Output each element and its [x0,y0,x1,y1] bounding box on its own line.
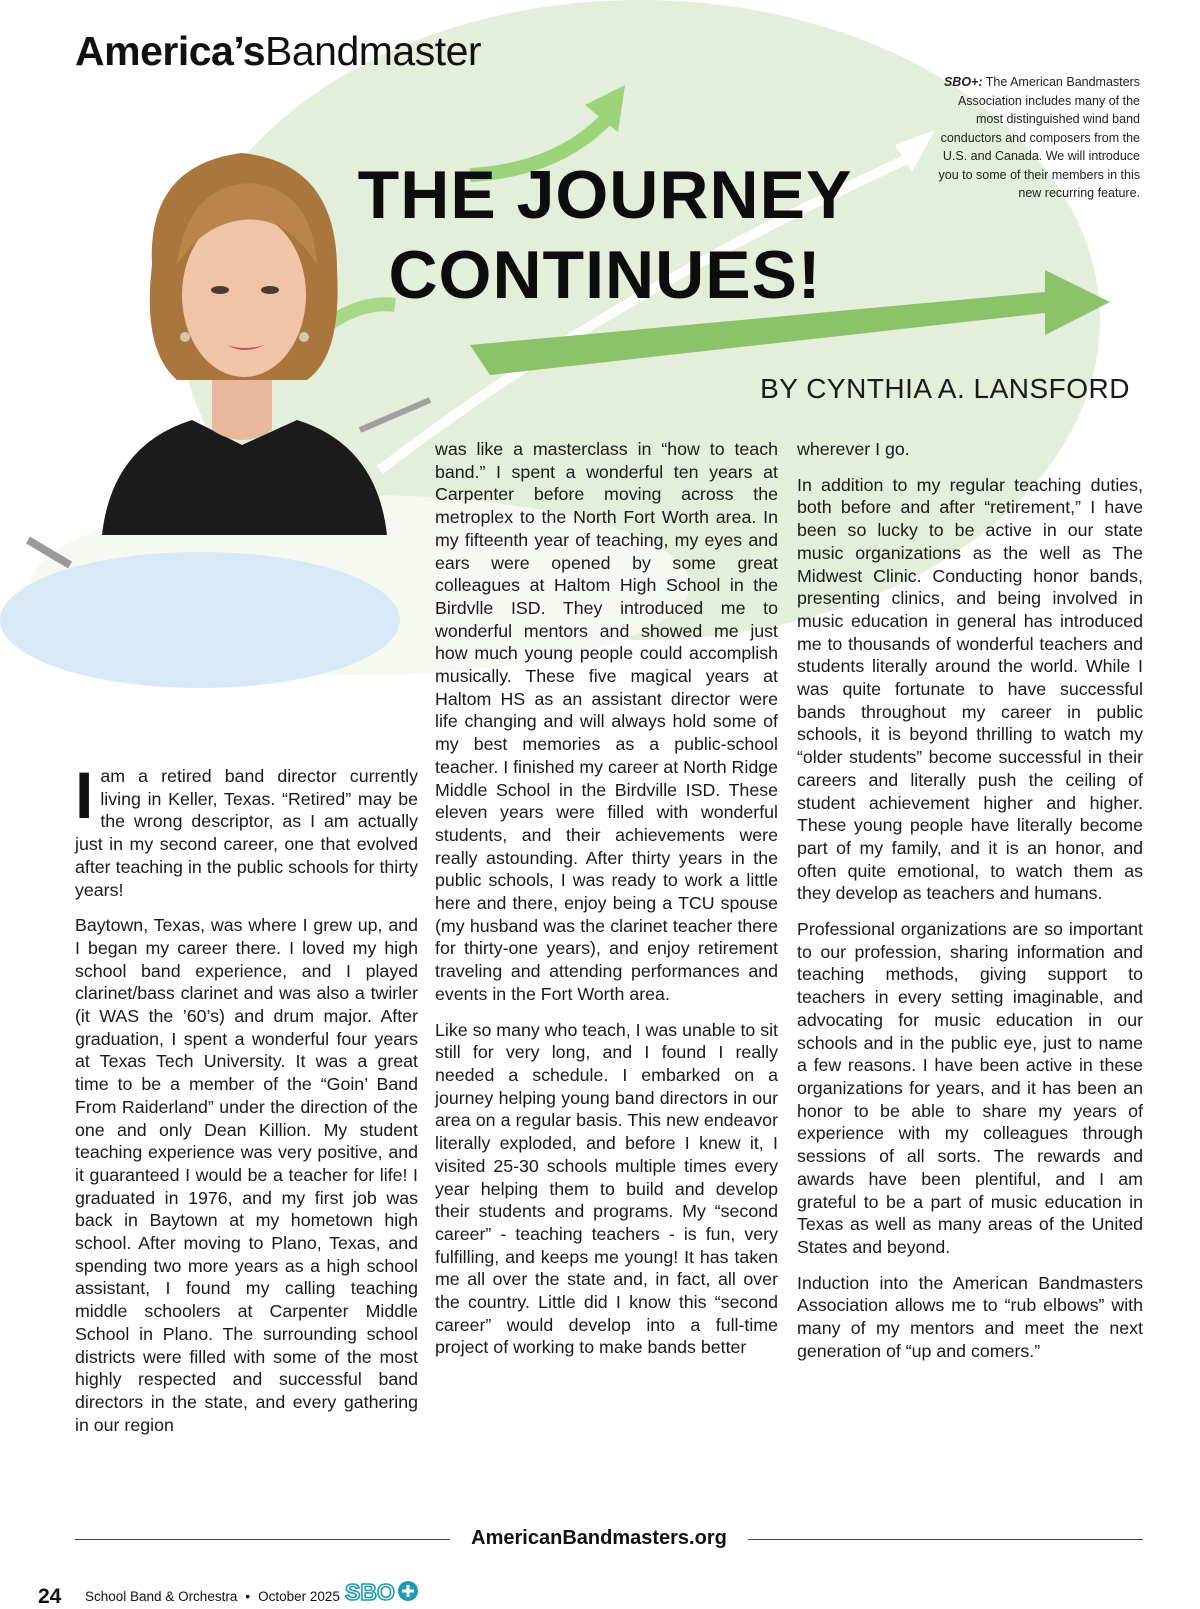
headline [290,155,920,315]
paragraph: Professional organizations are so important to our profession, sharing information and teaching methods, giving support to teachers in every setting imaginable, and advocating for music education in our schools and in the public eye, just to name a few reasons. I have been active in these organizations for years, and it has been an honor to be able to share my years of experience with my colleagues through sessions of all sorts. The rewards and awards have been plentiful, and I am grateful to be a part of music education in Texas as well as many areas of the United States and beyond. [797,919,1143,1257]
portrait-earring-left [180,332,190,342]
sbo-plus-logo [345,1578,420,1604]
background-ellipse-blue [0,552,400,688]
issue-date: October 2025 [258,1589,340,1604]
paragraph: wherever I go. [797,439,910,459]
page-number: 24 [38,1585,62,1608]
sbo-logo-plus-v [407,1585,410,1597]
article-column-1 [75,758,418,1449]
publication-info [85,1589,340,1604]
portrait-eye-left [211,286,229,294]
footer-rule-right [748,1539,1143,1540]
paragraph: Induction into the American Bandmasters Association allows me to “rub elbows” with many of my mentors and meet the next generation of “up and comers.” [797,1272,1143,1361]
series-title [75,28,481,75]
paragraph-text: am a retired band director currently living in Keller, Texas. “Retired” may be the wrong descriptor, as I am actually just in my second career, one that evolved after teaching in the public schools for thirty years! [75,766,418,900]
byline: BY CYNTHIA A. LANSFORD [760,373,1130,404]
footer-rule-left [75,1539,450,1540]
separator-dot: • [245,1589,251,1604]
paragraph: Like so many who teach, I was unable to sit still for very long, and I found I really needed a schedule. I embarked on a journey helping young band directors in our area on a regular basis. This new endeavor literally exploded, and before I knew it, I visited 25-30 schools multiple times every year helping them to build and develop their students and programs. My “second career” - teaching teachers - is fun, very fulfilling, and keeps me young! It has taken me all over the state and, in fact, all over the country. Little did I know this “second career” would develop into a full-time project of working to make bands better [435,1019,778,1358]
sbo-logo-text: SBO [345,1579,395,1604]
series-title-light: Bandmaster [265,28,482,74]
paragraph: Baytown, Texas, was where I grew up, and I began my career there. I loved my high school band experience, and I played clarinet/bass clarinet and was also a twirler (it WAS the ’60’s) and drum major. After graduation, I spent a wonderful four years at Texas Tech University. It was a great time to be a member of the “Goin’ Band From Raiderland” under the direction of the one and only Dean Killion. My student teaching experience was very positive, and it guaranteed I would be a teacher for life! I graduated in 1976, and my first job was back in Baytown at my hometown high school. After moving to Plano, Texas, and spending two more years as a high school assistant, I found my calling teaching middle schoolers at Carpenter Middle School in Plano. The surrounding school districts were filled with some of the most highly respected and successful band directors in the state, and every gathering in our region [75,915,418,1435]
paragraph: In addition to my regular teaching duties, both before and after “retirement,” I have been so lucky to be active in our state music organizations as the well as The Midwest Clinic. Conducting honor bands, presenting clinics, and being involved in music education in general has introduced me to thousands of wonderful teachers and students literally around the world. While I was quite fortunate to have successful bands throughout my career in public schools, it is beyond thrilling to watch my “older students” become successful in their careers and literally push the ceiling of student achievement higher and higher. These young people have literally become part of my family, and it is an honor, and often quite emotional, to watch them as they develop as teachers and humans. [797,474,1143,904]
drop-cap: I [75,758,94,832]
article-column-3 [797,438,1143,1375]
paragraph [75,758,418,901]
portrait-earring-right [299,332,309,342]
article-column-2 [435,438,778,1372]
portrait-eye-right [261,286,279,294]
sidebar-note-lead: SBO+: [943,75,983,89]
headline-line-2: CONTINUES! [388,237,822,313]
footer-website-link[interactable]: AmericanBandmasters.org [471,1527,727,1549]
paragraph: was like a masterclass in “how to teach band.” I spent a wonderful ten years at Carpenter before moving across the metroplex to the North Fort Worth area. In my fifteenth year of teaching, my eyes and ears were opened by some great colleagues at Haltom High School in the Birdvlle ISD. They introduced me to wonderful mentors and showed me just how much young people could accomplish musically. These five magical years at Haltom HS as an assistant director were life changing and will always hold some of my best memories as a public-school teacher. I finished my career at North Ridge Middle School in the Birdville ISD. These eleven years were filled with wonderful students, and their achievements were really astounding. After thirty years in the public schools, I was ready to work a little here and there, enjoy being a TCU spouse (my husband was the clarinet teacher there for thirty-one years), and enjoy retirement traveling and attending performances and events in the Fort Worth area. [435,439,778,1004]
sidebar-note-text: The American Bandmasters Association includes many of the most distinguished wind band conductors and composers from the U.S. and Canada. We will introduce you to some of their members in this new recurring feature. [938,75,1140,200]
headline-line-1: THE JOURNEY [357,157,853,233]
sidebar-note [935,73,1140,203]
publication-name: School Band & Orchestra [85,1589,238,1604]
series-title-bold: America’s [75,28,265,74]
